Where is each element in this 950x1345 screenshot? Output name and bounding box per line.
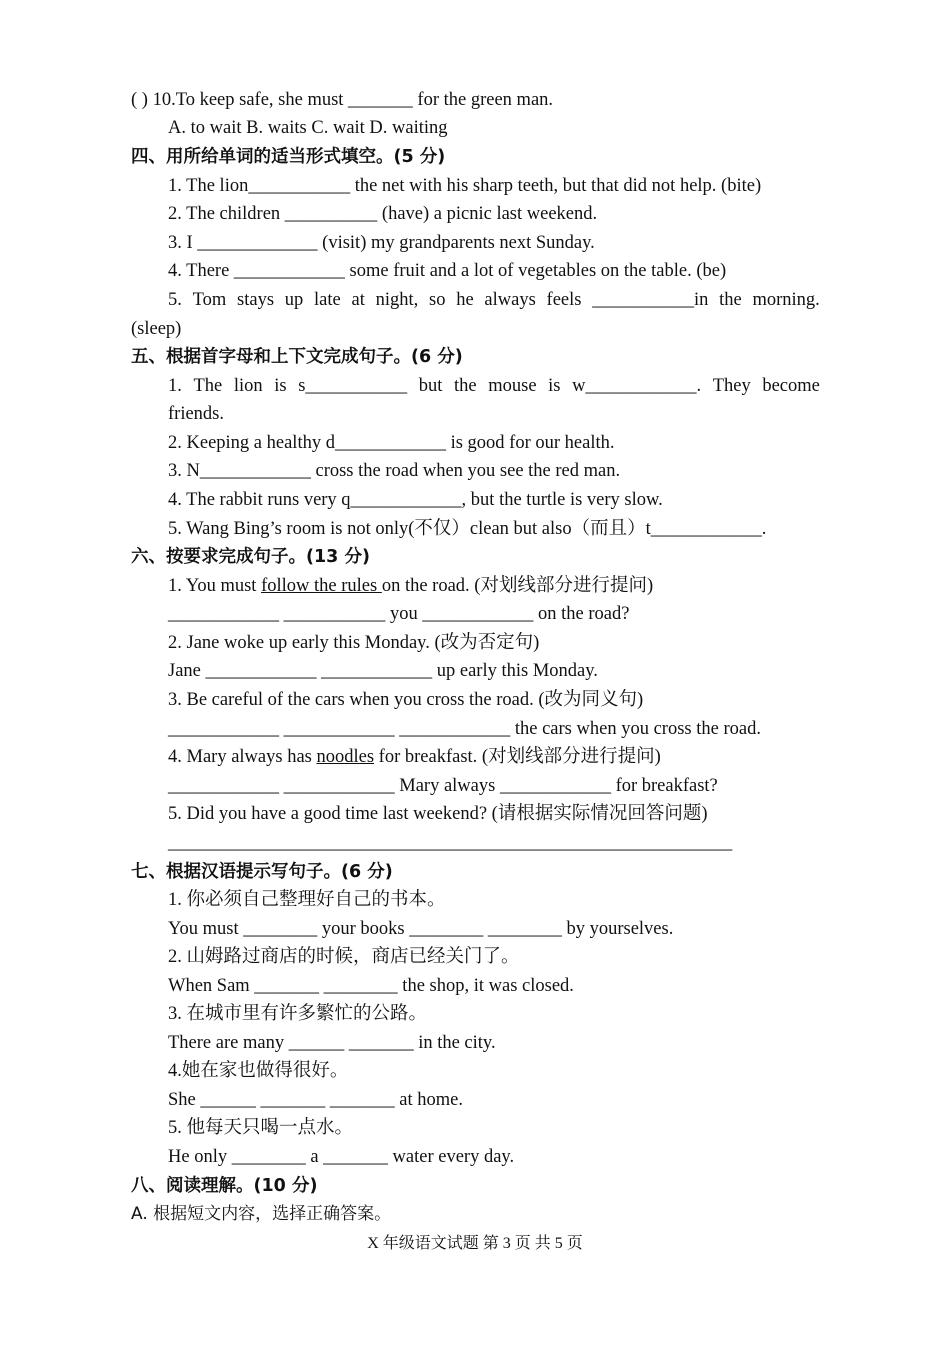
section-6-q4 bbox=[168, 745, 661, 769]
q4-post: for breakfast. (对划线部分进行提问) bbox=[374, 747, 661, 767]
section-6-q3-answer: ____________ ____________ ____________ the cars when you cross the road. bbox=[168, 719, 761, 739]
word: morning. bbox=[752, 290, 820, 310]
section-7-line-8: She ______ _______ _______ at home. bbox=[168, 1090, 463, 1110]
section-5-item-1-cont: friends. bbox=[168, 404, 224, 424]
section-6-q5: 5. Did you have a good time last weekend? (请根据实际情况回答问题) bbox=[168, 804, 708, 824]
section-7-heading: 七、根据汉语提示写句子。(6 分) bbox=[131, 862, 393, 882]
word: at bbox=[351, 290, 365, 310]
section-4-item-4: 4. There ____________ some fruit and a lot of vegetables on the table. (be) bbox=[168, 261, 727, 281]
section-6-q2-answer: Jane ____________ ____________ up early this Monday. bbox=[168, 661, 598, 681]
word: lion bbox=[233, 376, 263, 396]
section-6-q5-answer-line: _____________________________________________________________ bbox=[168, 833, 733, 853]
word: the bbox=[454, 376, 477, 396]
word: Tom bbox=[192, 290, 227, 310]
word: stays bbox=[237, 290, 275, 310]
q1-underlined: follow the rules bbox=[261, 576, 382, 596]
word: w____________. bbox=[572, 376, 702, 396]
section-6-q4-answer: ____________ ____________ Mary always ____________ for breakfast? bbox=[168, 776, 718, 796]
section-5-item-5: 5. Wang Bing’s room is not only(不仅）clean but also（而且）t____________. bbox=[168, 519, 767, 539]
section-7-line-6: There are many ______ _______ in the city. bbox=[168, 1033, 496, 1053]
section-5-item-3: 3. N____________ cross the road when you see the red man. bbox=[168, 461, 621, 481]
section-7-line-1: 1. 你必须自己整理好自己的书本。 bbox=[168, 890, 446, 910]
section-5-heading: 五、根据首字母和上下文完成句子。(6 分) bbox=[131, 347, 463, 367]
q4-pre: 4. Mary always has bbox=[168, 747, 317, 767]
word: is bbox=[274, 376, 287, 396]
section-4-item-5 bbox=[168, 288, 820, 312]
word: mouse bbox=[488, 376, 537, 396]
section-4-item-3: 3. I _____________ (visit) my grandparents next Sunday. bbox=[168, 233, 595, 253]
word: 1. bbox=[168, 376, 182, 396]
section-4-item-2: 2. The children __________ (have) a picnic last weekend. bbox=[168, 204, 598, 224]
section-7-line-4: When Sam _______ ________ the shop, it was closed. bbox=[168, 976, 574, 996]
word: up bbox=[284, 290, 304, 310]
word: feels bbox=[546, 290, 582, 310]
word: the bbox=[719, 290, 742, 310]
section-6-q1 bbox=[168, 574, 653, 598]
section-4-item-1: 1. The lion___________ the net with his sharp teeth, but that did not help. (bite) bbox=[168, 176, 762, 196]
section-7-line-7: 4.她在家也做得很好。 bbox=[168, 1061, 349, 1081]
section-7-line-5: 3. 在城市里有许多繁忙的公路。 bbox=[168, 1004, 428, 1024]
word: night, bbox=[375, 290, 419, 310]
word: become bbox=[762, 376, 820, 396]
word: but bbox=[418, 376, 443, 396]
section-7-line-3: 2. 山姆路过商店的时候，商店已经关门了。 bbox=[168, 947, 520, 967]
word: late bbox=[314, 290, 341, 310]
section-5-item-1 bbox=[168, 374, 820, 398]
section-7-line-2: You must ________ your books ________ ________ by yourselves. bbox=[168, 919, 674, 939]
word: They bbox=[712, 376, 751, 396]
section-8-part-a: A. 根据短文内容，选择正确答案。 bbox=[131, 1204, 392, 1224]
q4-underlined: noodles bbox=[316, 747, 375, 767]
question-10-options: A. to wait B. waits C. wait D. waiting bbox=[168, 118, 448, 138]
word: The bbox=[193, 376, 223, 396]
word: is bbox=[548, 376, 561, 396]
question-10: ( ) 10.To keep safe, she must _______ for the green man. bbox=[131, 90, 554, 110]
section-6-q2: 2. Jane woke up early this Monday. (改为否定句) bbox=[168, 633, 540, 653]
word: ___________in bbox=[592, 290, 709, 310]
section-5-item-2: 2. Keeping a healthy d____________ is good for our health. bbox=[168, 433, 615, 453]
word: always bbox=[484, 290, 536, 310]
q1-pre: 1. You must bbox=[168, 576, 262, 596]
word: so bbox=[429, 290, 446, 310]
word: 5. bbox=[168, 290, 182, 310]
section-8-heading: 八、阅读理解。(10 分) bbox=[131, 1176, 318, 1196]
section-6-heading: 六、按要求完成句子。(13 分) bbox=[131, 547, 370, 567]
section-5-item-4: 4. The rabbit runs very q____________, but the turtle is very slow. bbox=[168, 490, 663, 510]
q1-post: on the road. (对划线部分进行提问) bbox=[381, 576, 654, 596]
section-6-q1-answer: ____________ ___________ you ____________ on the road? bbox=[168, 604, 630, 624]
word: s___________ bbox=[298, 376, 408, 396]
page-footer: X 年级语文试题 第 3 页 共 5 页 bbox=[367, 1235, 583, 1252]
section-4-item-5-hint: (sleep) bbox=[131, 319, 182, 339]
section-7-line-9: 5. 他每天只喝一点水。 bbox=[168, 1118, 354, 1138]
section-7-line-10: He only ________ a _______ water every day. bbox=[168, 1147, 515, 1167]
section-4-heading: 四、用所给单词的适当形式填空。(5 分) bbox=[131, 147, 446, 167]
section-6-q3: 3. Be careful of the cars when you cross the road. (改为同义句) bbox=[168, 690, 644, 710]
word: he bbox=[456, 290, 474, 310]
